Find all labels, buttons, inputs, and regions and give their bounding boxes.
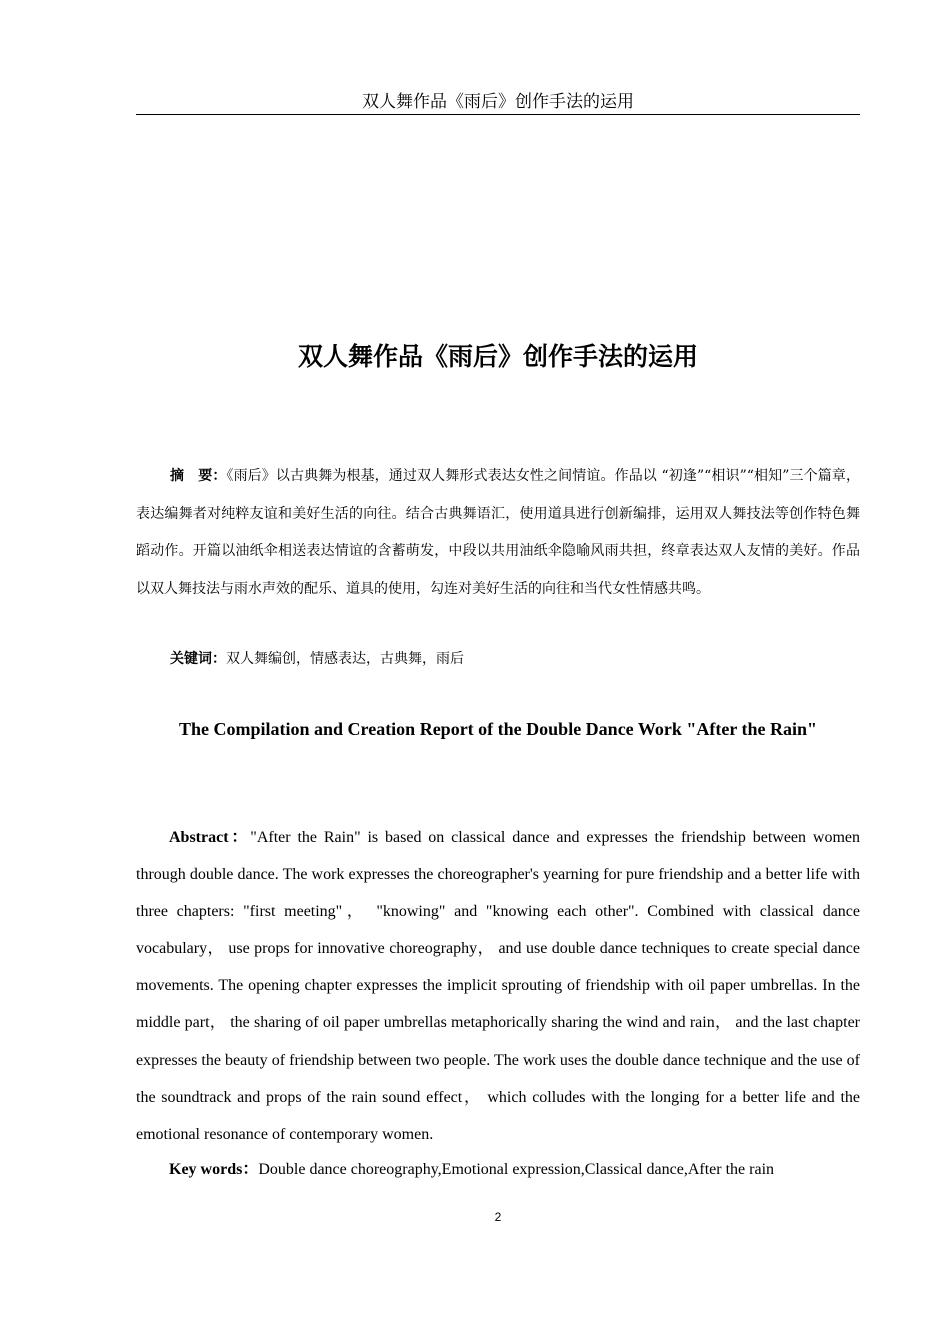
- chinese-keywords-text: 双人舞编创，情感表达，古典舞，雨后: [226, 651, 464, 667]
- chinese-abstract: [136, 458, 860, 608]
- chinese-title: 双人舞作品《雨后》创作手法的运用: [297, 342, 698, 371]
- english-keywords-label: Key words：: [169, 1161, 259, 1178]
- chinese-keywords: [136, 644, 860, 674]
- english-abstract: [136, 819, 860, 1153]
- chinese-abstract-text: 《雨后》以古典舞为根基，通过双人舞形式表达女性之间情谊。作品以 “初逢”“相识”“相知”三个篇章，表达编舞者对纯粹友谊和美好生活的向往。结合古典舞语汇，使用道具进行创新编排，运用双人舞技法等创作特色舞蹈动作。开篇以油纸伞相送表达情谊的含蓄萌发，中段以共用油纸伞隐喻风雨共担，终章表达双人友情的美好。作品以双人舞技法与雨水声效的配乐、道具的使用，勾连对美好生活的向往和当代女性情感共鸣。: [136, 468, 860, 597]
- english-abstract-text: "After the Rain" is based on classical dance and expresses the friendship between women through double dance. The work expresses the choreographer's yearning for pure friendship and a better life with three chapters: "first meeting"， "knowing" and "knowing each other". Combined with classical dance vocabulary， use props for innovative choreography， and use double dance techniques to create special dance movements. The opening chapter expresses the implicit sprouting of friendship with oil paper umbrellas. In the middle part， the sharing of oil paper umbrellas metaphorically sharing the wind and rain， and the last chapter expresses the beauty of friendship between two people. The work uses the double dance technique and the use of the soundtrack and props of the rain sound effect， which colludes with the longing for a better life and the emotional resonance of contemporary women.: [136, 829, 860, 1143]
- english-title: The Compilation and Creation Report of the Double Dance Work "After the Rain": [179, 719, 817, 739]
- running-header: 双人舞作品《雨后》创作手法的运用: [136, 90, 860, 115]
- english-abstract-label: Abstract：: [169, 829, 251, 846]
- english-keywords-text: Double dance choreography,Emotional expression,Classical dance,After the rain: [258, 1161, 775, 1178]
- chinese-abstract-label: 摘 要：: [170, 468, 227, 484]
- chinese-keywords-label: 关键词：: [170, 651, 226, 667]
- english-keywords: [136, 1155, 860, 1185]
- page-number: 2: [494, 1210, 502, 1224]
